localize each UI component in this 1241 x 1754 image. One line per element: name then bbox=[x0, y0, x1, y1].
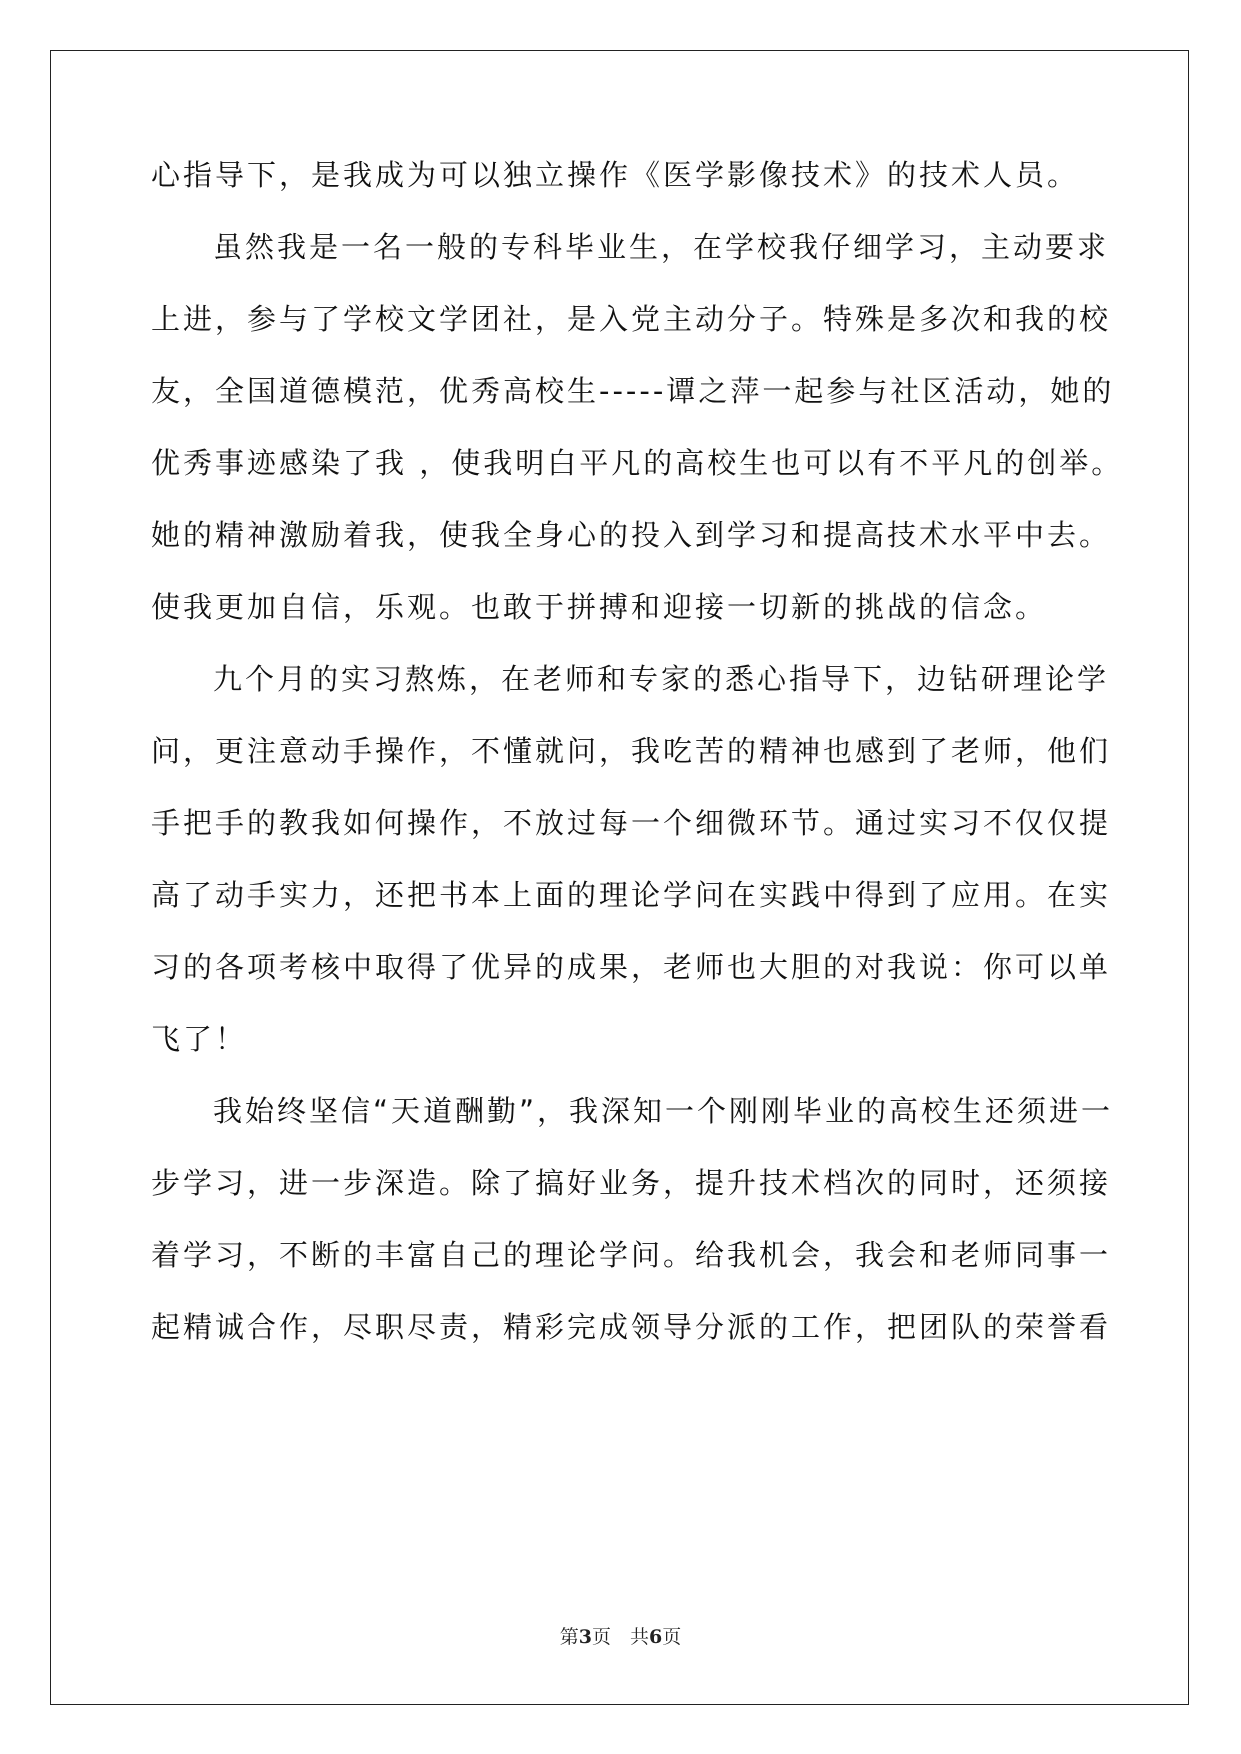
body-text-line: 飞了！ bbox=[151, 1022, 248, 1056]
footer-prefix: 第 bbox=[559, 1626, 579, 1648]
body-text-line: 步学习，进一步深造。除了搞好业务，提升技术档次的同时，还须接 bbox=[151, 1166, 1112, 1200]
body-text-line: 着学习，不断的丰富自己的理论学问。给我机会，我会和老师同事一 bbox=[151, 1238, 1112, 1272]
body-text-line: 心指导下，是我成为可以独立操作《医学影像技术》的技术人员。 bbox=[151, 158, 1080, 192]
body-text-line: 虽然我是一名一般的专科毕业生，在学校我仔细学习，主动要求 bbox=[213, 230, 1110, 264]
body-text-line: 优秀事迹感染了我 ，使我明白平凡的高校生也可以有不平凡的创举。 bbox=[151, 446, 1124, 480]
total-pages-number: 6 bbox=[649, 1626, 663, 1648]
body-text-line: 高了动手实力，还把书本上面的理论学问在实践中得到了应用。在实 bbox=[151, 878, 1112, 912]
body-text-line: 使我更加自信，乐观。也敢于拼搏和迎接一切新的挑战的信念。 bbox=[151, 590, 1048, 624]
body-text-line: 起精诚合作，尽职尽责，精彩完成领导分派的工作，把团队的荣誉看 bbox=[151, 1310, 1112, 1344]
current-page-number: 3 bbox=[578, 1626, 592, 1648]
body-text-line: 习的各项考核中取得了优异的成果，老师也大胆的对我说：你可以单 bbox=[151, 950, 1112, 984]
body-text-line: 友，全国道德模范，优秀高校生-----谭之萍一起参与社区活动，她的 bbox=[151, 374, 1115, 408]
page-footer bbox=[0, 1625, 1241, 1649]
body-text-line: 九个月的实习熬炼，在老师和专家的悉心指导下，边钻研理论学 bbox=[213, 662, 1110, 696]
body-text-line: 问，更注意动手操作，不懂就问，我吃苦的精神也感到了老师，他们 bbox=[151, 734, 1112, 768]
body-text-line: 我始终坚信“天道酬勤”，我深知一个刚刚毕业的高校生还须进一 bbox=[213, 1094, 1114, 1128]
body-text-line: 手把手的教我如何操作，不放过每一个细微环节。通过实习不仅仅提 bbox=[151, 806, 1112, 840]
body-text-line: 她的精神激励着我，使我全身心的投入到学习和提高技术水平中去。 bbox=[151, 518, 1112, 552]
footer-middle: 页 共 bbox=[591, 1626, 649, 1648]
body-text-line: 上进，参与了学校文学团社，是入党主动分子。特殊是多次和我的校 bbox=[151, 302, 1112, 336]
footer-suffix: 页 bbox=[662, 1626, 682, 1648]
